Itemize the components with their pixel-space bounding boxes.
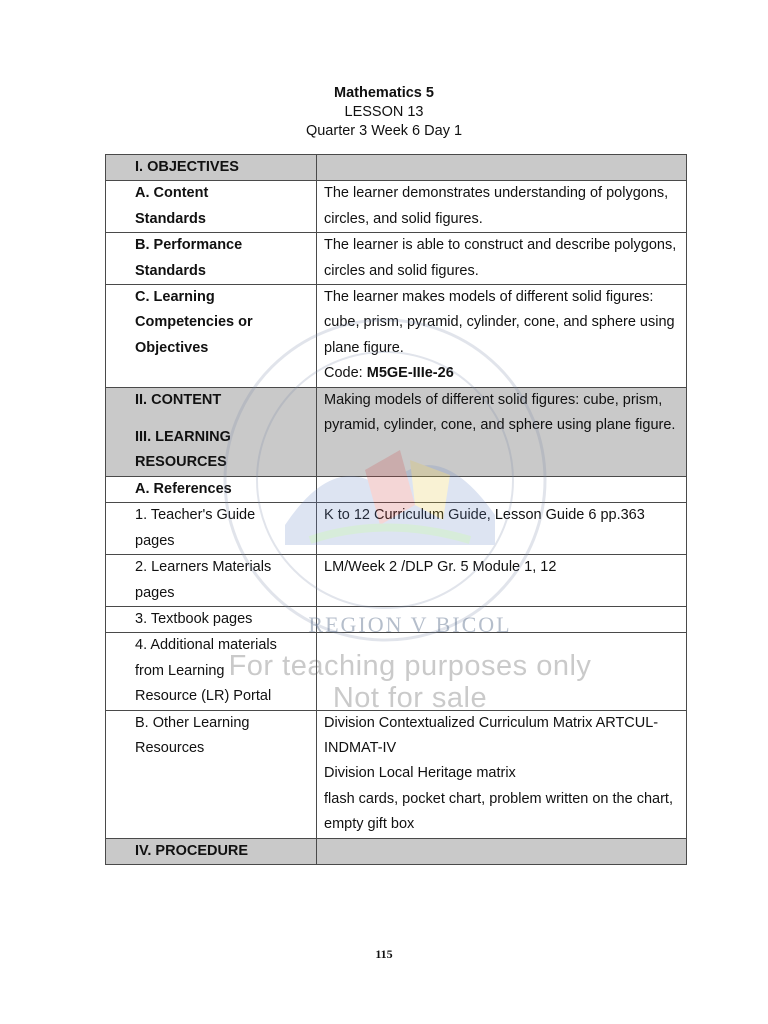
value-line: circles and solid figures.: [324, 262, 479, 279]
label-line: 1. Teacher's Guide: [135, 507, 256, 524]
teachers-guide-label: [106, 503, 317, 555]
table-row: [106, 633, 687, 710]
value-line: circles, and solid figures.: [324, 210, 483, 227]
lesson-plan-table: [105, 154, 687, 865]
value-line: Making models of different solid figures: cube, prism,: [324, 391, 663, 408]
label-line: 4. Additional materials: [135, 637, 277, 654]
document-header: [0, 84, 768, 141]
textbook-value: [317, 606, 687, 632]
additional-materials-label: [106, 633, 317, 710]
lesson-number: LESSON 13: [344, 104, 424, 120]
table-row: [106, 233, 687, 285]
references-value: [317, 476, 687, 502]
subject-title: Mathematics 5: [334, 85, 434, 101]
value-line: Division Contextualized Curriculum Matrix ARTCUL-: [324, 714, 659, 731]
table-row: [106, 503, 687, 555]
value-line: plane figure.: [324, 339, 404, 356]
content-standards-value: [317, 181, 687, 233]
competency-code: [324, 361, 680, 386]
other-resources-label: [106, 710, 317, 838]
competencies-value: [317, 285, 687, 388]
lesson-schedule: Quarter 3 Week 6 Day 1: [305, 123, 463, 139]
procedure-heading: IV. PROCEDURE: [106, 838, 317, 864]
competencies-label: [106, 285, 317, 388]
label-line: Resource (LR) Portal: [135, 688, 272, 705]
content-standards-label: [106, 181, 317, 233]
table-row: [106, 555, 687, 607]
content-heading: II. CONTENT: [135, 391, 222, 408]
label-line: pages: [135, 584, 175, 601]
label-line: 2. Learners Materials: [135, 559, 272, 576]
table-row: [106, 476, 687, 502]
label-line: Standards: [135, 210, 206, 227]
label-line: Competencies or: [135, 314, 253, 331]
objectives-heading: I. OBJECTIVES: [106, 155, 317, 181]
label-line: Standards: [135, 262, 206, 279]
label-line: pages: [135, 532, 175, 549]
learners-materials-value: LM/Week 2 /DLP Gr. 5 Module 1, 12: [317, 555, 687, 607]
value-line: The learner makes models of different solid figures:: [324, 289, 654, 306]
table-row: [106, 606, 687, 632]
label-line: Resources: [135, 739, 205, 756]
table-row: [106, 181, 687, 233]
page-number: 115: [375, 947, 393, 961]
table-row: [106, 387, 687, 476]
label-line: C. Learning: [135, 289, 215, 306]
label-line: A. Content: [135, 185, 209, 202]
code-label: Code:: [324, 365, 367, 382]
other-resources-value: [317, 710, 687, 838]
procedure-value: [317, 838, 687, 864]
value-line: empty gift box: [324, 816, 415, 833]
seal-region-text: REGION V BICOL: [308, 612, 512, 637]
table-row: [106, 710, 687, 838]
value-line: INDMAT-IV: [324, 739, 397, 756]
objectives-value: [317, 155, 687, 181]
value-line: cube, prism, pyramid, cylinder, cone, and sphere using: [324, 314, 675, 331]
spacer: [135, 413, 310, 425]
watermark-line: Not for sale: [332, 682, 488, 714]
table-row: [106, 838, 687, 864]
references-heading: A. References: [106, 476, 317, 502]
learners-materials-label: [106, 555, 317, 607]
label-line: B. Other Learning: [135, 714, 250, 731]
value-line: The learner demonstrates understanding of polygons,: [324, 185, 669, 202]
learning-resources-heading: III. LEARNING: [135, 429, 231, 446]
performance-standards-value: [317, 233, 687, 285]
code-value: M5GE-IIIe-26: [366, 365, 454, 382]
additional-materials-value: [317, 633, 687, 710]
content-value: [317, 387, 687, 476]
table-row: [106, 155, 687, 181]
label-line: Objectives: [135, 339, 209, 356]
textbook-label: 3. Textbook pages: [106, 606, 317, 632]
label-line: B. Performance: [135, 237, 243, 254]
watermark-line: For teaching purposes only: [228, 650, 592, 682]
performance-standards-label: [106, 233, 317, 285]
teachers-guide-value: K to 12 Curriculum Guide, Lesson Guide 6 pp.363: [317, 503, 687, 555]
content-and-resources-label: [106, 387, 317, 476]
value-line: flash cards, pocket chart, problem written on the chart,: [324, 790, 673, 807]
value-line: pyramid, cylinder, cone, and sphere using plane figure.: [324, 417, 676, 434]
value-line: The learner is able to construct and describe polygons,: [324, 237, 677, 254]
learning-resources-heading: RESOURCES: [135, 454, 227, 471]
label-line: from Learning: [135, 662, 225, 679]
table-row: [106, 285, 687, 388]
value-line: Division Local Heritage matrix: [324, 765, 516, 782]
